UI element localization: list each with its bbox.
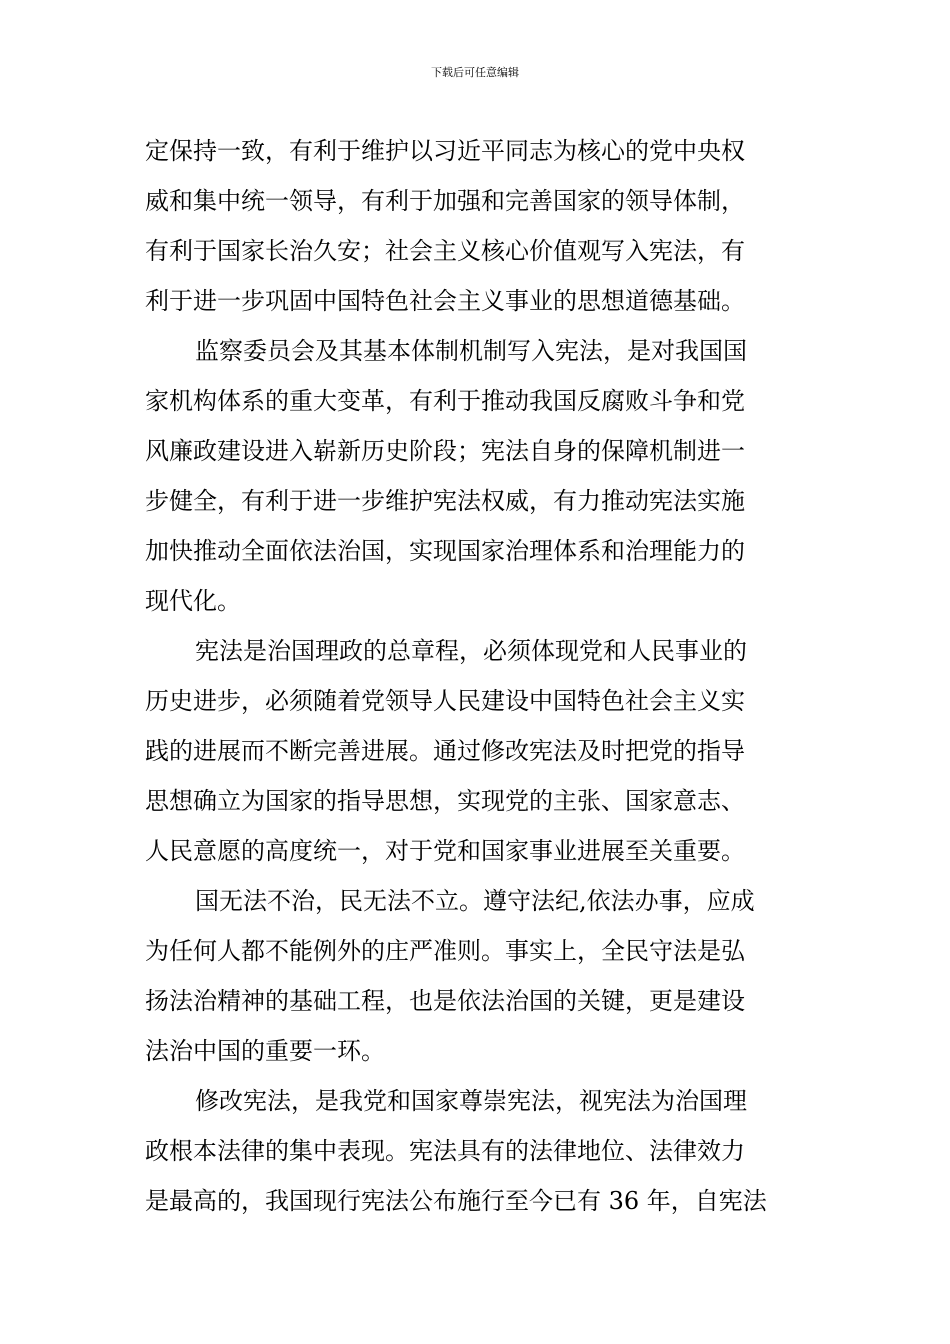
paragraph-first-line: 修改宪法，是我党和国家尊崇宪法，视宪法为治国理 — [195, 1087, 747, 1115]
text-line: 扬法治精神的基础工程，也是依法治国的关键，更是建设 — [145, 987, 745, 1015]
paragraph-first-line: 国无法不治，民无法不立。遵守法纪,依法办事，应成 — [195, 887, 755, 915]
text-line: 现代化。 — [145, 587, 241, 615]
page-header: 下载后可任意编辑 — [431, 66, 519, 79]
paragraph-first-line: 监察委员会及其基本体制机制写入宪法，是对我国国 — [195, 337, 747, 365]
text-line: 践的进展而不断完善进展。通过修改宪法及时把党的指导 — [145, 737, 745, 765]
text-line: 定保持一致，有利于维护以习近平同志为核心的党中央权 — [145, 137, 745, 165]
text-line: 步健全，有利于进一步维护宪法权威，有力推动宪法实施 — [145, 487, 745, 515]
text-line: 人民意愿的高度统一，对于党和国家事业进展至关重要。 — [145, 837, 745, 865]
text-line: 加快推动全面依法治国，实现国家治理体系和治理能力的 — [145, 537, 745, 565]
text-line: 是最高的，我国现行宪法公布施行至今已有 36 年，自宪法 — [145, 1187, 767, 1215]
text-line: 利于进一步巩固中国特色社会主义事业的思想道德基础。 — [145, 287, 745, 315]
text-line: 政根本法律的集中表现。宪法具有的法律地位、法律效力 — [145, 1137, 745, 1165]
text-line: 为任何人都不能例外的庄严准则。事实上，全民守法是弘 — [145, 937, 745, 965]
body-text — [145, 126, 805, 1226]
text-line: 法治中国的重要一环。 — [145, 1037, 385, 1065]
text-line: 历史进步，必须随着党领导人民建设中国特色社会主义实 — [145, 687, 745, 715]
text-line: 家机构体系的重大变革，有利于推动我国反腐败斗争和党 — [145, 387, 745, 415]
text-line: 风廉政建设进入崭新历史阶段；宪法自身的保障机制进一 — [145, 437, 745, 465]
text-line: 有利于国家长治久安；社会主义核心价值观写入宪法，有 — [145, 237, 745, 265]
text-line: 思想确立为国家的指导思想，实现党的主张、国家意志、 — [145, 787, 745, 815]
paragraph-first-line: 宪法是治国理政的总章程，必须体现党和人民事业的 — [195, 637, 747, 665]
text-line: 威和集中统一领导，有利于加强和完善国家的领导体制， — [145, 187, 745, 215]
